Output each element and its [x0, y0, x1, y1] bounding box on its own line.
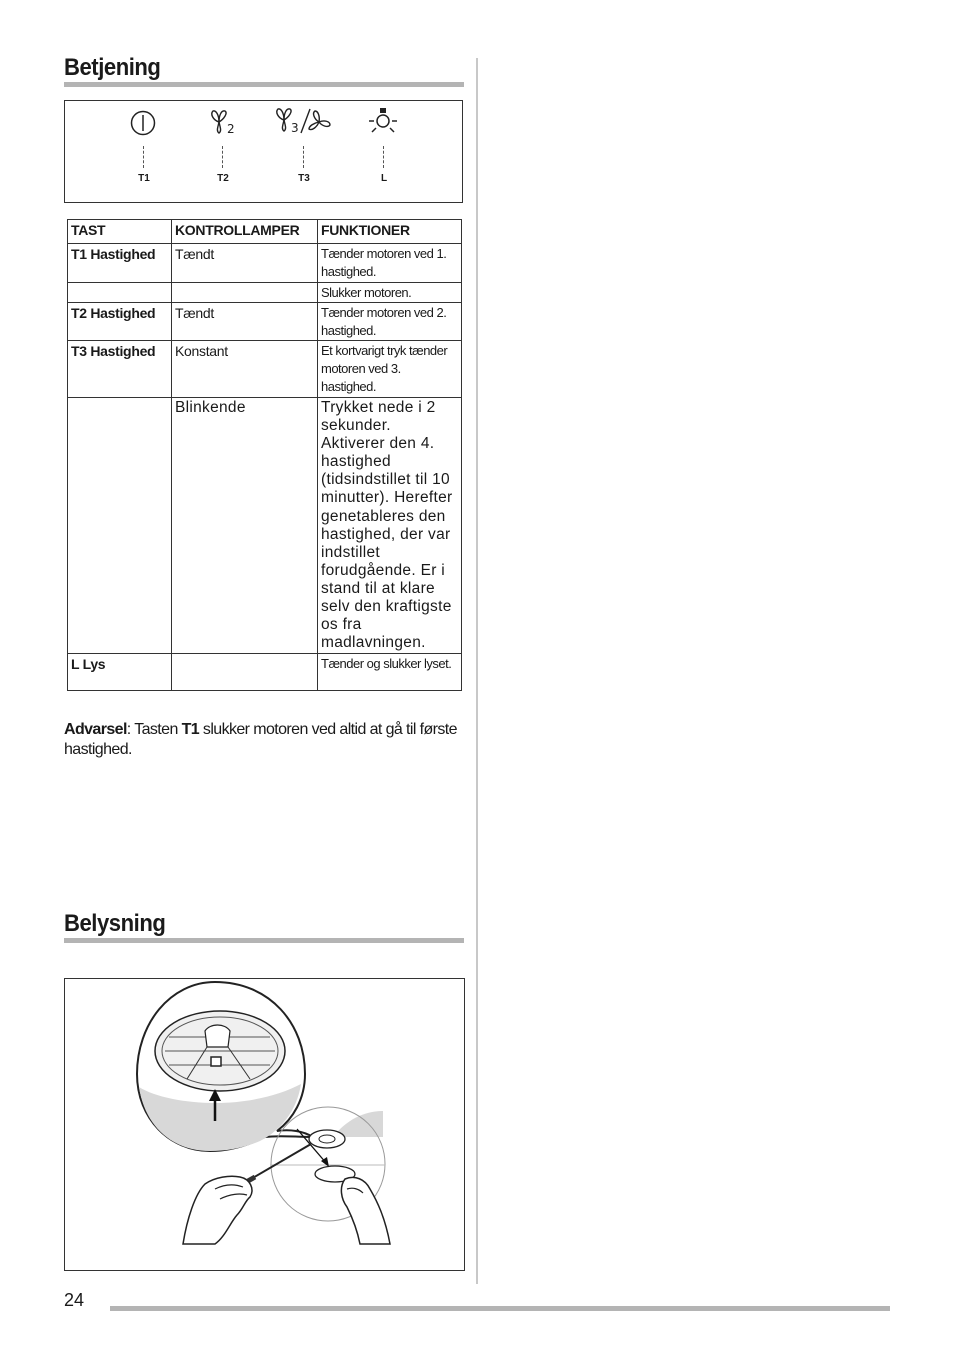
table-row	[68, 341, 462, 398]
table-row	[68, 398, 462, 654]
row-lamp	[172, 654, 318, 691]
table-row	[68, 654, 462, 691]
section-title-operation: Betjening	[64, 54, 161, 81]
row-key: L Lys	[68, 654, 172, 691]
row-key: T2 Hastighed	[68, 303, 172, 341]
warning-key: T1	[181, 721, 200, 738]
table-header-row	[68, 220, 462, 244]
key-label-t2: T2	[217, 173, 229, 184]
power-icon	[129, 109, 159, 137]
warning-text-2: slukker motoren ved altid at gå til første hastighed.	[64, 721, 457, 758]
header-lamps: KONTROLLAMPER	[172, 220, 318, 244]
row-key: T1 Hastighed	[68, 244, 172, 283]
row-function: Tænder motoren ved 1. hastighed.	[318, 244, 462, 283]
row-key: T3 Hastighed	[68, 341, 172, 398]
row-function: Slukker motoren.	[318, 283, 462, 303]
column-divider	[476, 58, 478, 1284]
warning-text-1: : Tasten	[126, 721, 182, 738]
row-key	[68, 398, 172, 654]
light-icon	[367, 106, 399, 136]
table-row	[68, 283, 462, 303]
row-lamp: Tændt	[172, 244, 318, 283]
header-functions: FUNKTIONER	[318, 220, 462, 244]
key-leader-line	[222, 146, 223, 168]
section-title-lighting: Belysning	[64, 910, 166, 937]
header-key: TAST	[68, 220, 172, 244]
page-number: 24	[64, 1290, 85, 1310]
key-label-t1: T1	[138, 173, 150, 184]
fan-speed-2-icon	[207, 108, 239, 136]
lamp-replacement-drawing	[65, 979, 464, 1270]
warning-note	[64, 720, 459, 760]
section-rule	[64, 82, 464, 87]
table-row	[68, 244, 462, 283]
table-row	[68, 303, 462, 341]
warning-label: Advarsel	[64, 721, 127, 738]
row-lamp: Blinkende	[172, 398, 318, 654]
row-function: Tænder motoren ved 2. hastighed.	[318, 303, 462, 341]
key-label-t3: T3	[298, 173, 310, 184]
function-table	[67, 219, 462, 691]
key-leader-line	[383, 146, 384, 168]
row-function: Et kortvarigt tryk tænder motoren ved 3. hastighed.	[318, 341, 462, 398]
key-leader-line	[143, 146, 144, 168]
svg-text:2: 2	[227, 122, 235, 136]
row-lamp	[172, 283, 318, 303]
row-lamp: Konstant	[172, 341, 318, 398]
key-leader-line	[303, 146, 304, 168]
svg-text:3: 3	[291, 121, 299, 135]
row-lamp: Tændt	[172, 303, 318, 341]
fan-speed-3-icon	[272, 106, 334, 136]
row-function: Tænder og slukker lyset.	[318, 654, 462, 691]
control-panel-diagram	[64, 100, 463, 203]
key-label-l: L	[380, 173, 388, 184]
row-key	[68, 283, 172, 303]
row-function: Trykket nede i 2 sekunder. Aktiverer den 4. hastighed (tidsindstillet til 10 minutter). Herefter genetableres den hastighed, der var indstillet forudgående. Er i stand til at klare selv den kraftigste os fra madlavningen.	[318, 398, 462, 654]
footer-rule	[110, 1306, 890, 1311]
section-rule	[64, 938, 464, 943]
